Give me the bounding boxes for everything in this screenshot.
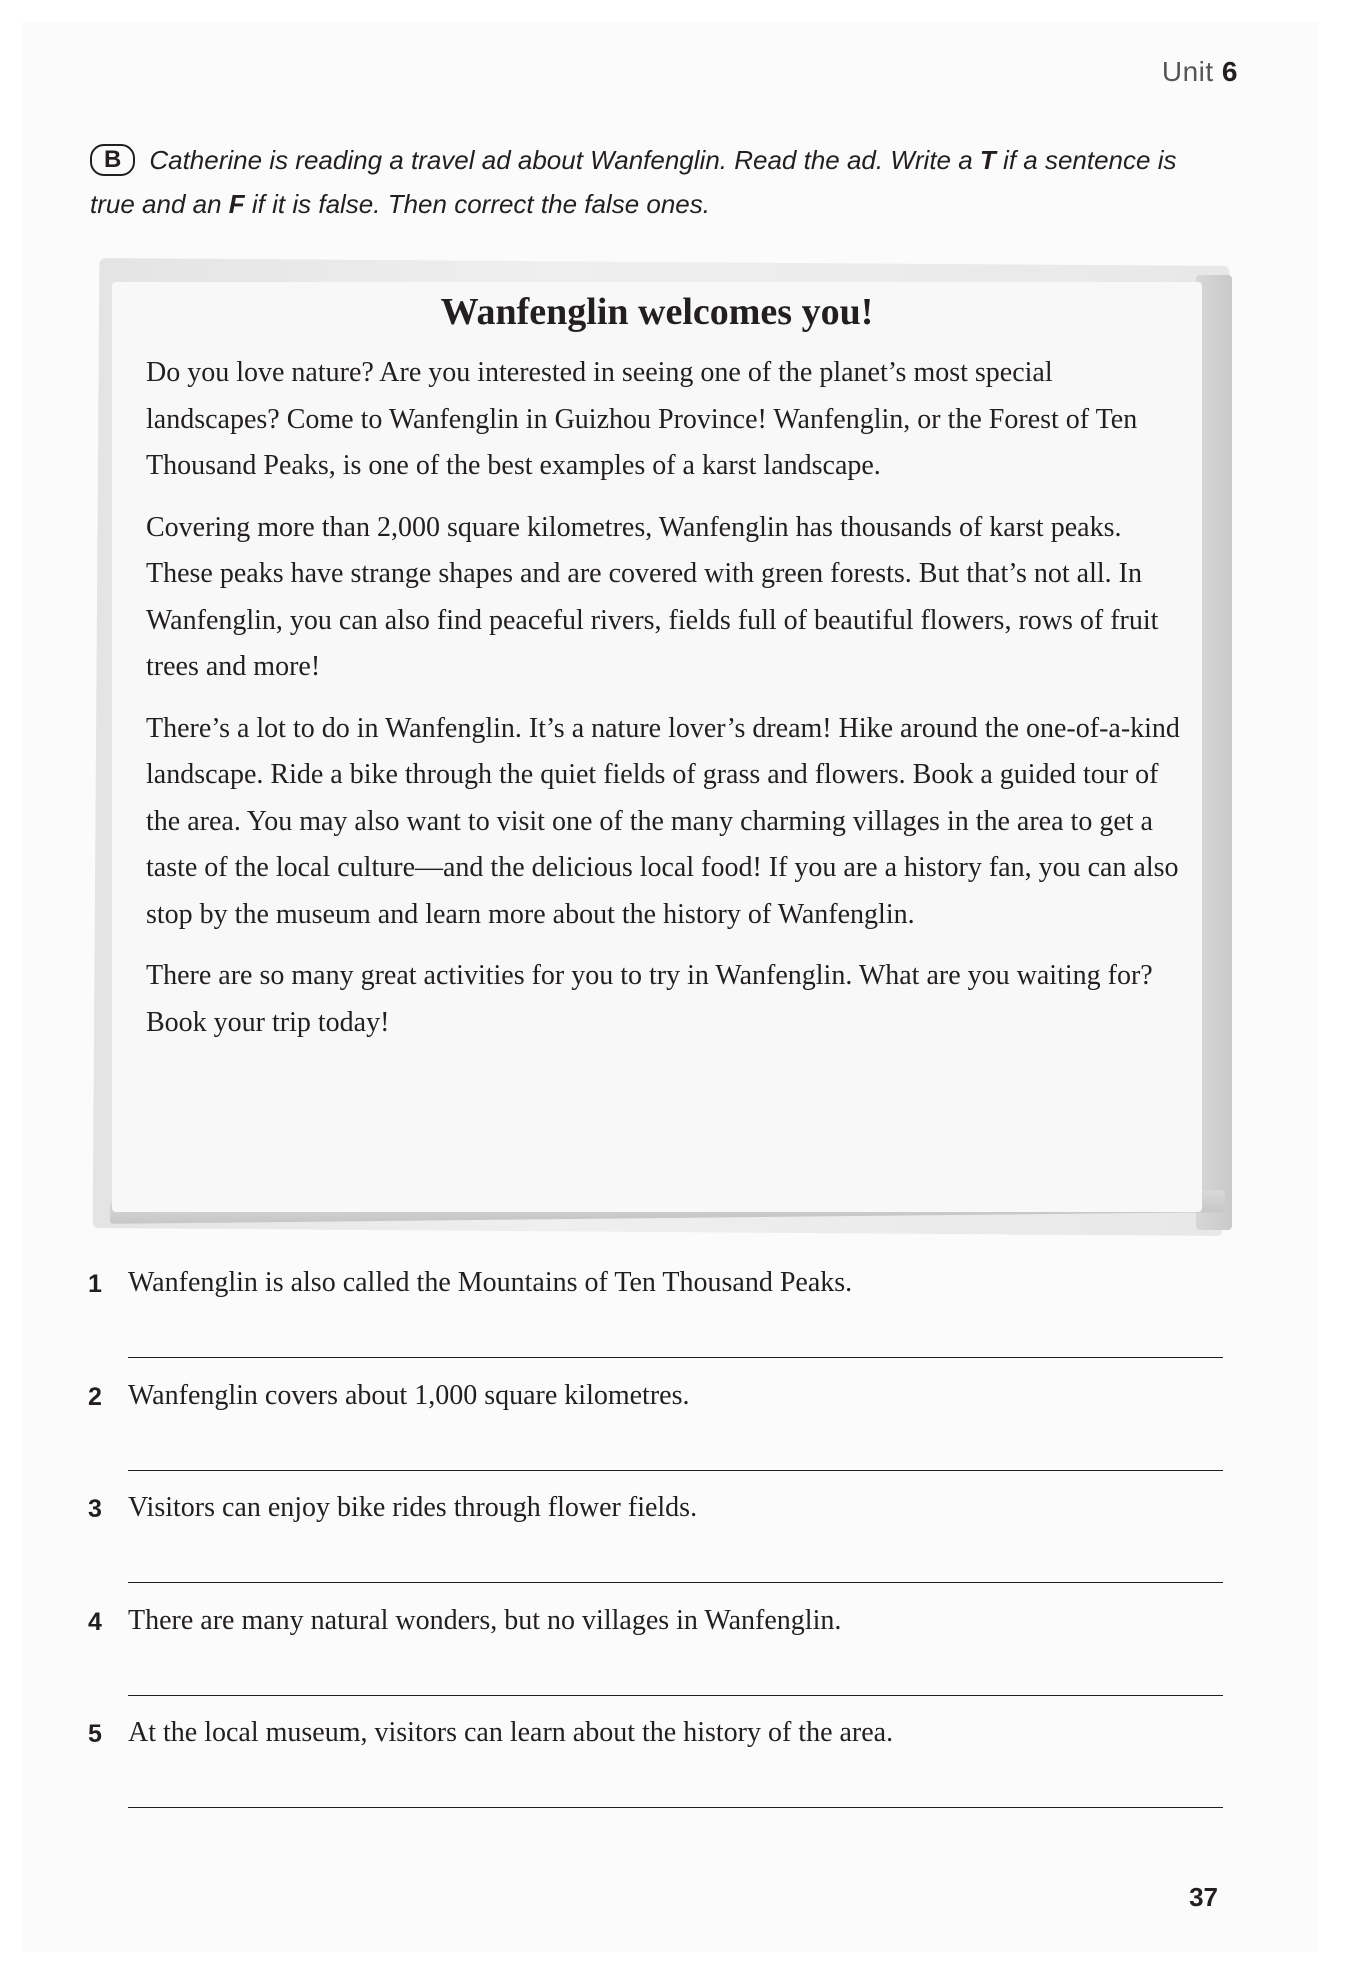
unit-word: Unit: [1161, 56, 1214, 87]
false-letter: F: [228, 189, 245, 219]
ad-paragraph: Covering more than 2,000 square kilometres, Wanfenglin has thousands of karst peaks. These peaks have strange shapes and are covered with green forests. But that’s not all. In Wanfenglin, you can also find peaceful rivers, fields full of beautiful flowers, rows of fruit trees and more!: [146, 511, 1159, 682]
exercise-instruction: [90, 138, 1200, 226]
question-text: Wanfenglin covers about 1,000 square kilometres.: [128, 1379, 690, 1411]
ad-body: [146, 350, 1186, 1061]
question-item: [88, 1604, 1228, 1717]
question-number: 4: [88, 1607, 102, 1636]
question-number: 1: [88, 1270, 102, 1298]
question-item: [88, 1266, 1228, 1379]
question-item: [88, 1716, 1228, 1829]
question-text: Wanfenglin is also called the Mountains of Ten Thousand Peaks.: [128, 1267, 853, 1298]
question-text: Visitors can enjoy bike rides through flower fields.: [128, 1492, 698, 1523]
answer-line[interactable]: [128, 1695, 1223, 1696]
answer-line[interactable]: [128, 1807, 1223, 1808]
unit-number: 6: [1221, 56, 1238, 87]
instruction-text-part2: if a sentence is true and an: [90, 145, 1177, 219]
ad-paragraph: Do you love nature? Are you interested in seeing one of the planet’s most special landscapes? Come to Wanfenglin in Guizhou Province! Wanfenglin, or the Forest of Ten Thousand Peaks, is one of the best examples of a karst landscape.: [146, 357, 1138, 481]
true-letter: T: [979, 145, 996, 175]
question-text: At the local museum, visitors can learn about the history of the area.: [128, 1717, 894, 1748]
page-number: 37: [1189, 1882, 1218, 1912]
question-text: There are many natural wonders, but no villages in Wanfenglin.: [128, 1604, 842, 1636]
question-item: [88, 1379, 1228, 1492]
ad-paragraph: There’s a lot to do in Wanfenglin. It’s a nature lover’s dream! Hike around the one-of-a-kind landscape. Ride a bike through the quiet fields of grass and flowers. Book a guided tour of the area. You may also want to visit one of the many charming villages in the area to get a taste of the local culture—and the delicious local food! If you are a history fan, you can also stop by the museum and learn more about the history of Wanfenglin.: [146, 712, 1180, 930]
exercise-label-badge: B: [90, 144, 135, 176]
question-number: 3: [88, 1495, 102, 1523]
instruction-text-part1: Catherine is reading a travel ad about Wanfenglin. Read the ad. Write a: [149, 145, 980, 175]
question-number: 5: [88, 1720, 102, 1748]
instruction-text-part3: if it is false. Then correct the false ones.: [244, 189, 710, 219]
question-number: 2: [88, 1382, 102, 1411]
question-list: [88, 1266, 1228, 1829]
answer-line[interactable]: [128, 1357, 1223, 1358]
ad-title: Wanfenglin welcomes you!: [440, 291, 874, 333]
answer-line[interactable]: [128, 1582, 1223, 1583]
ad-paragraph: There are so many great activities for you to try in Wanfenglin. What are you waiting for? Book your trip today!: [146, 960, 1153, 1038]
question-item: [88, 1491, 1228, 1604]
unit-label: [1162, 56, 1238, 88]
answer-line[interactable]: [128, 1470, 1223, 1471]
